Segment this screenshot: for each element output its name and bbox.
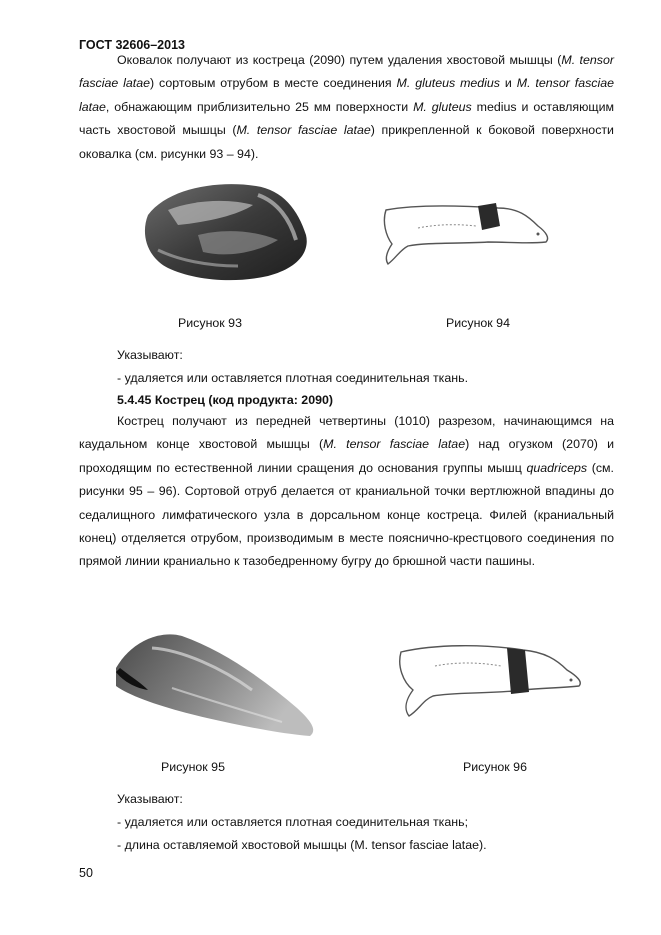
document-code-header: ГОСТ 32606–2013	[79, 38, 185, 52]
page-number: 50	[79, 866, 93, 880]
figure-94-carcass-diagram	[378, 198, 553, 270]
figure-94-caption: Рисунок 94	[446, 316, 510, 330]
figure-93-caption: Рисунок 93	[178, 316, 242, 330]
list-item: - удаляется или оставляется плотная соединительная ткань.	[117, 371, 469, 385]
section-heading: 5.4.45 Кострец (код продукта: 2090)	[117, 393, 334, 407]
figure-93-meat-image	[138, 180, 313, 285]
figure-95-caption: Рисунок 95	[161, 760, 225, 774]
list-item: - удаляется или оставляется плотная соединительная ткань;	[117, 815, 469, 829]
figure-95-meat-image	[112, 628, 322, 738]
list-item: - длина оставляемой хвостовой мышцы (M. tensor fasciae latae).	[117, 838, 487, 852]
paragraph-okovalok: Оковалок получают из кострецa (2090) путем удаления хвостовой мышцы (M. tensor fasciae latae) сортовым отрубом в месте соединения M. gluteus medius и M. tensor fasciae latae, обнажающим приблизительно 25 мм поверхности M. gluteus medius и оставляющим часть хвостовой мышцы (M. tensor fasciae latae) прикрепленной к боковой поверхности оковалка (см. рисунки 93 – 94).	[79, 53, 615, 161]
paragraph-kostrets: Кострец получают из передней четвертины (1010) разрезом, начинающимся на каудальном конце хвостовой мышцы (M. tensor fasciae latae) над огузком (2070) и проходящим по естественной линии сращения до основания группы мышц quadriceps (см. рисунки 95 – 96). Сортовой отруб делается от краниальной точки вертлюжной впадины до седалищного лимфатического узла в дорсальном конце кострецa. Филей (краниальный конец) отделяется отрубом, производимым в месте пояснично-крестцового соединения по прямой линии краниально к тазобедренному бугру до брюшной части пашины.	[79, 414, 614, 569]
indicate-label: Указывают:	[117, 792, 183, 806]
indicate-label: Указывают:	[117, 348, 183, 362]
figure-96-carcass-diagram	[395, 638, 585, 720]
figure-96-caption: Рисунок 96	[463, 760, 527, 774]
